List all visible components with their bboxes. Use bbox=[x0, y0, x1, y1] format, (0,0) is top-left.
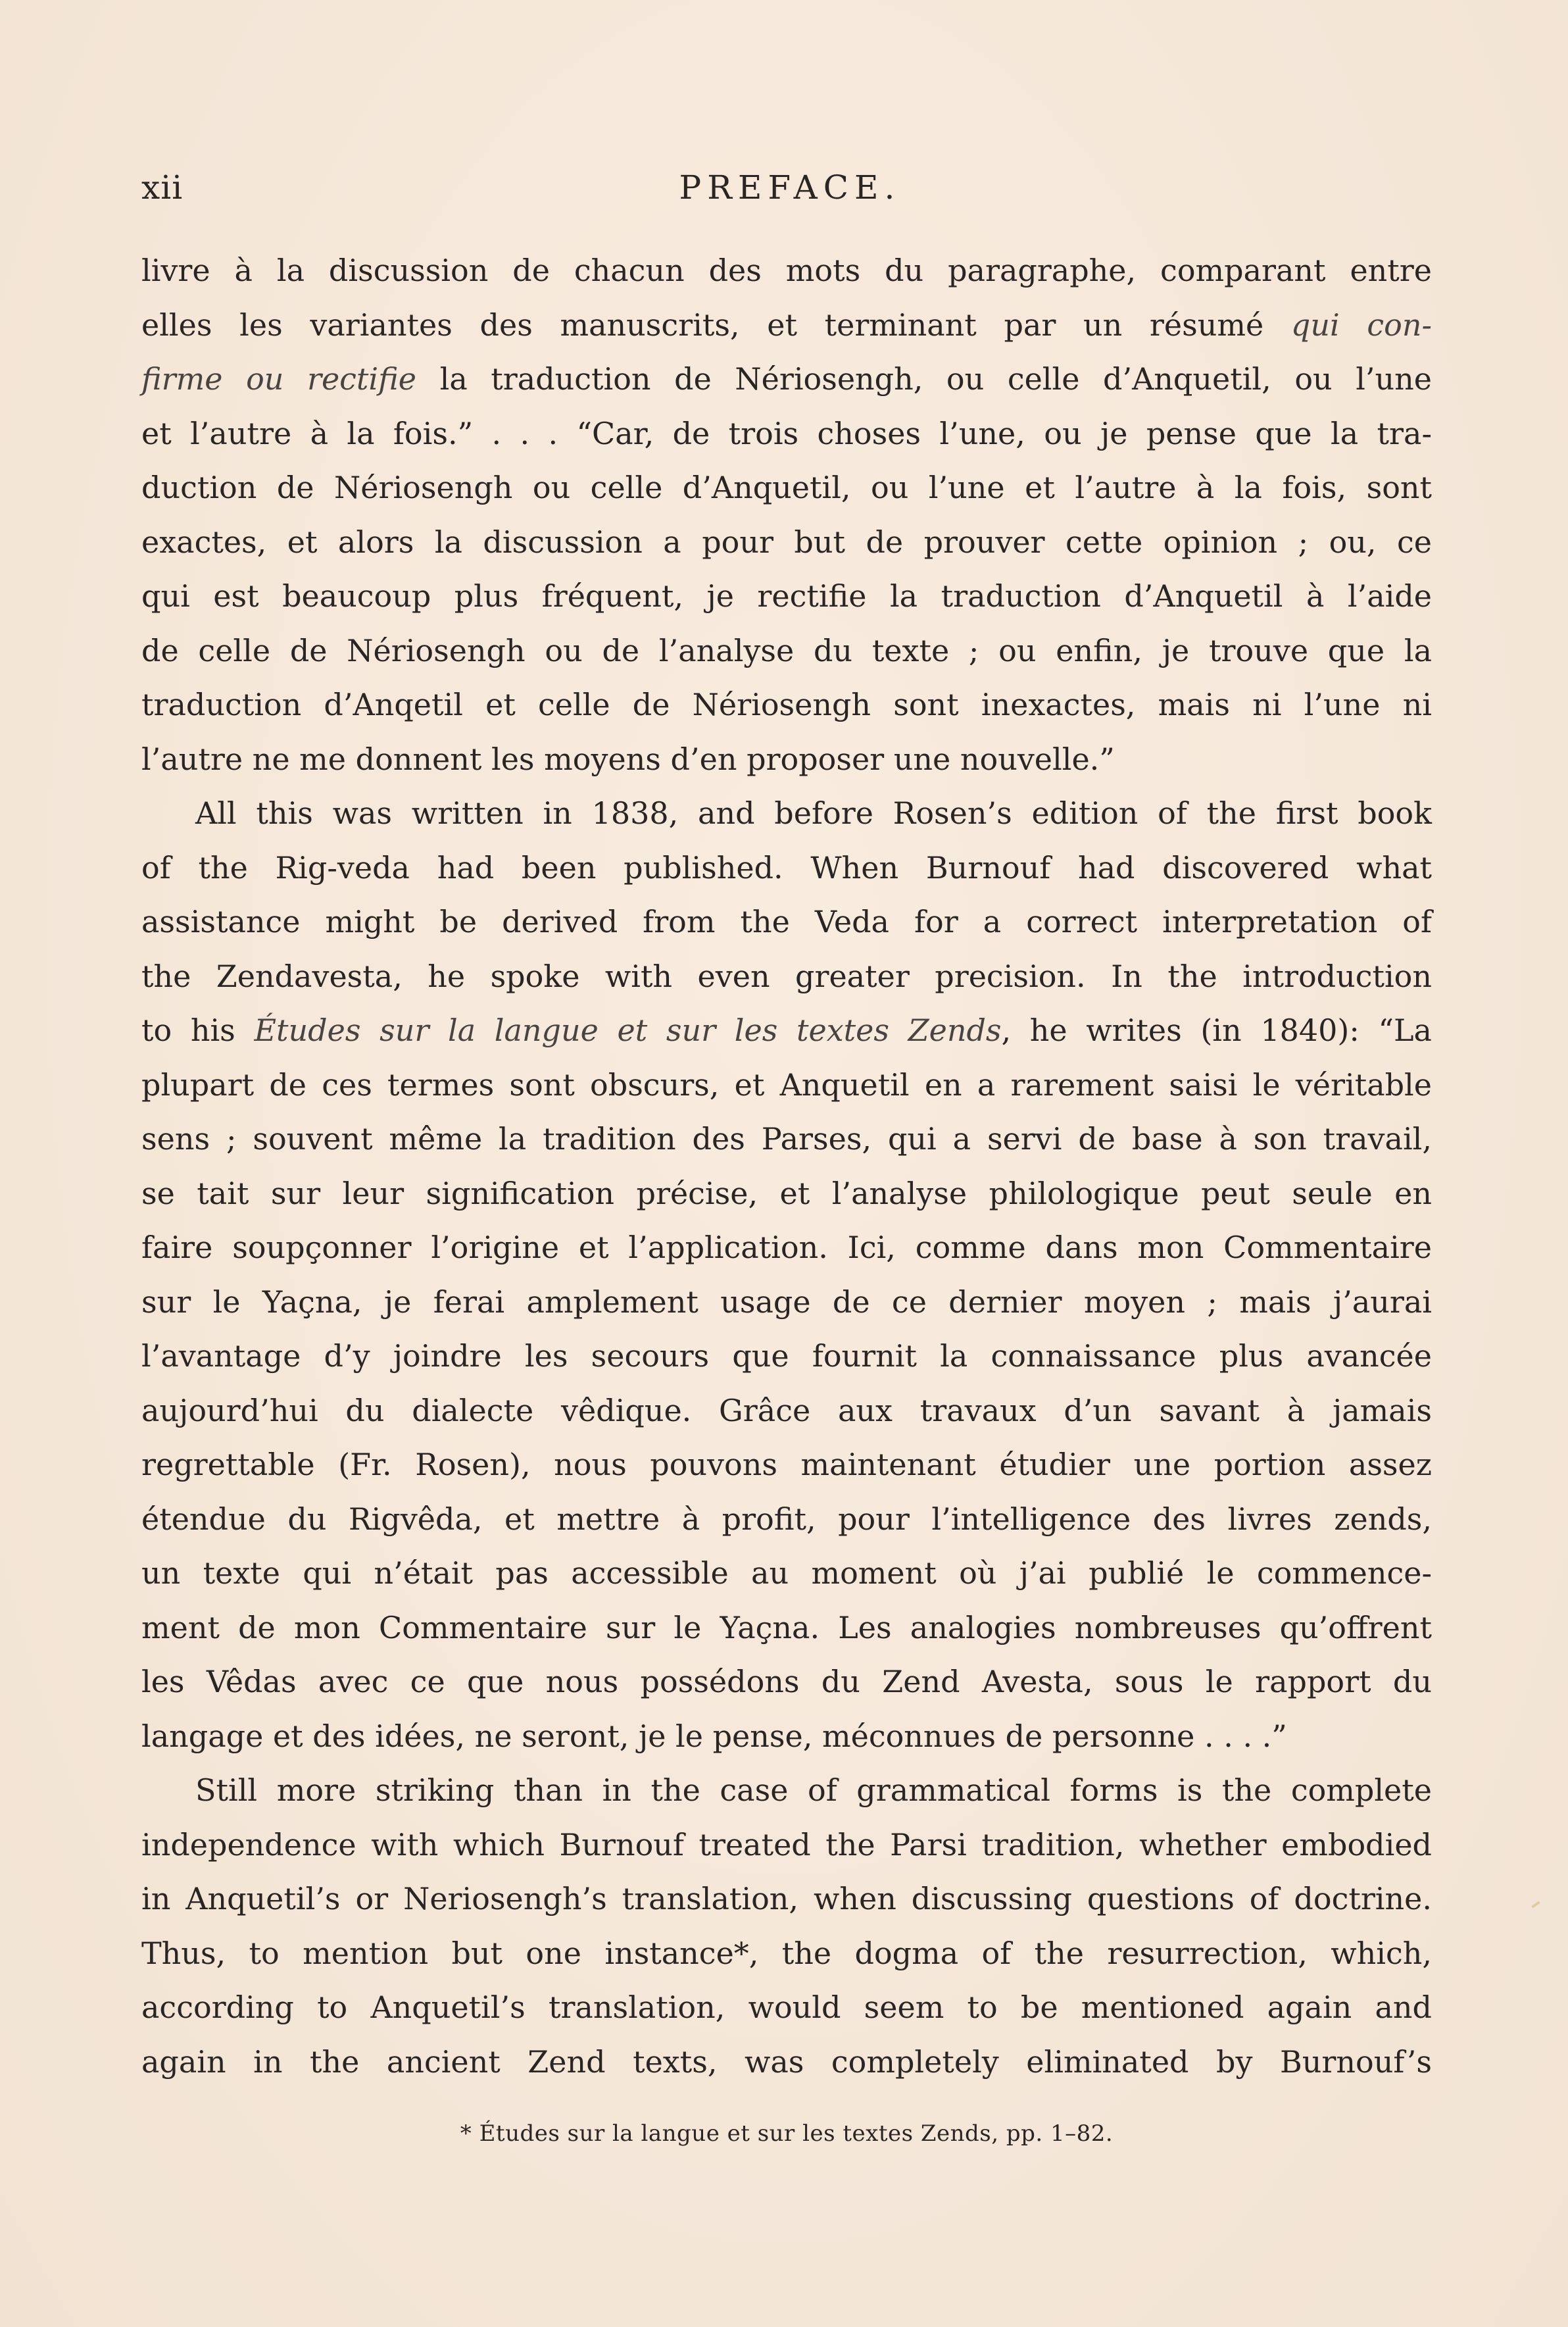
text-line-content bbox=[141, 1709, 1432, 1764]
text-line bbox=[141, 1872, 1432, 1926]
text-line-content bbox=[141, 461, 1432, 515]
book-page bbox=[141, 0, 1432, 2327]
text-span: ment de mon Commentaire sur le Yaçna. Les analogies nombreuses qu’offrent bbox=[141, 1609, 1432, 1645]
text-span: in Anquetil’s or Neriosengh’s translation, when discussing questions of doctrine. bbox=[141, 1881, 1432, 1916]
text-line bbox=[141, 1220, 1432, 1275]
running-head bbox=[141, 164, 1432, 211]
text-line bbox=[141, 1166, 1432, 1221]
text-span: assistance might be derived from the Veda for a correct interpretation of bbox=[141, 904, 1432, 939]
text-span: langage et des idées, ne seront, je le pense, méconnues de personne . . . .” bbox=[141, 1718, 1287, 1754]
text-line-content bbox=[141, 1546, 1432, 1601]
text-span: faire soupçonner l’origine et l’application. Ici, comme dans mon Commentaire bbox=[141, 1230, 1432, 1265]
text-line bbox=[141, 1655, 1432, 1709]
page-title: PREFACE. bbox=[679, 168, 901, 207]
text-line bbox=[141, 1058, 1432, 1113]
text-span: again in the ancient Zend texts, was completely eliminated by Burnouf’s bbox=[141, 2043, 1432, 2080]
text-line bbox=[141, 243, 1432, 298]
text-line bbox=[141, 1384, 1432, 1438]
text-span: according to Anquetil’s translation, would seem to be mentioned again and bbox=[141, 1989, 1432, 2025]
text-span: of the Rig-veda had been published. When Burnouf had discovered what bbox=[141, 849, 1432, 886]
text-line-content bbox=[141, 1058, 1432, 1113]
paper-mark bbox=[1531, 1901, 1540, 1908]
text-line bbox=[141, 1763, 1432, 1818]
text-line-content bbox=[141, 1926, 1432, 1981]
text-line-content bbox=[141, 1166, 1432, 1221]
text-line-content bbox=[141, 1601, 1432, 1655]
text-span: sur le Yaçna, je ferai amplement usage de ce dernier moyen ; mais j’aurai bbox=[141, 1284, 1432, 1320]
text-span: Still more striking than in the case of grammatical forms is the complete bbox=[195, 1772, 1432, 1808]
text-span: sens ; souvent même la tradition des Parses, qui a servi de base à son travail, bbox=[141, 1121, 1432, 1157]
text-line bbox=[141, 678, 1432, 732]
text-line-content bbox=[141, 1275, 1432, 1330]
text-span: de celle de Nériosengh ou de l’analyse du texte ; ou enfin, je trouve que la bbox=[141, 632, 1432, 668]
text-line bbox=[141, 732, 1432, 787]
text-line bbox=[141, 461, 1432, 515]
text-line-content bbox=[141, 243, 1432, 298]
text-line bbox=[141, 624, 1432, 678]
text-span: to his bbox=[141, 1013, 255, 1048]
text-line bbox=[141, 1003, 1432, 1058]
italic-text: firme ou rectifie bbox=[141, 361, 417, 397]
text-span: l’avantage d’y joindre les secours que fournit la connaissance plus avancée bbox=[141, 1338, 1432, 1374]
text-line-content bbox=[141, 1329, 1432, 1384]
text-line-content bbox=[195, 1763, 1432, 1818]
text-span: la traduction de Nériosengh, ou celle d’Anquetil, ou l’une bbox=[416, 361, 1433, 397]
body-text bbox=[141, 243, 1432, 2089]
text-line bbox=[141, 895, 1432, 949]
text-span: aujourd’hui du dialecte vêdique. Grâce aux travaux d’un savant à jamais bbox=[141, 1392, 1432, 1428]
text-line-content bbox=[141, 352, 1432, 407]
text-line-content bbox=[141, 569, 1432, 624]
text-line bbox=[141, 786, 1432, 841]
text-line-content bbox=[141, 1384, 1432, 1438]
text-span: duction de Nériosengh ou celle d’Anquetil, ou l’une et l’autre à la fois, sont bbox=[141, 470, 1432, 505]
text-span: Thus, to mention but one instance*, the dogma of the resurrection, which, bbox=[141, 1935, 1432, 1971]
text-line-content bbox=[141, 1220, 1432, 1275]
text-span: regrettable (Fr. Rosen), nous pouvons maintenant étudier une portion assez bbox=[141, 1447, 1432, 1482]
text-line-content bbox=[141, 1980, 1432, 2035]
text-line bbox=[141, 407, 1432, 461]
footnote: * Études sur la langue et sur les textes Zends, pp. 1–82. bbox=[460, 2120, 1114, 2147]
text-span: plupart de ces termes sont obscurs, et Anquetil en a rarement saisi le véritable bbox=[141, 1066, 1432, 1103]
text-span: the Zendavesta, he spoke with even greater precision. In the introduction bbox=[141, 958, 1432, 994]
text-span: un texte qui n’était pas accessible au moment où j’ai publié le commence- bbox=[141, 1555, 1432, 1591]
text-line bbox=[141, 1546, 1432, 1601]
text-line-content bbox=[141, 2035, 1432, 2089]
text-line-content bbox=[141, 678, 1432, 732]
text-line bbox=[141, 1275, 1432, 1330]
text-line bbox=[141, 1601, 1432, 1655]
text-span: elles les variantes des manuscrits, et terminant par un résumé bbox=[141, 307, 1291, 343]
text-line-content bbox=[141, 895, 1432, 949]
text-line-content bbox=[141, 515, 1432, 570]
italic-text: Études sur la langue et sur les textes Zends bbox=[254, 1013, 1002, 1048]
text-line bbox=[141, 1818, 1432, 1872]
text-line-content bbox=[141, 949, 1432, 1004]
page-number: xii bbox=[141, 168, 184, 207]
text-span: exactes, et alors la discussion a pour but de prouver cette opinion ; ou, ce bbox=[141, 524, 1432, 560]
text-span: les Vêdas avec ce que nous possédons du Zend Avesta, sous le rapport du bbox=[141, 1664, 1432, 1699]
text-line-content bbox=[141, 841, 1432, 895]
text-span: l’autre ne me donnent les moyens d’en proposer une nouvelle.” bbox=[141, 741, 1115, 777]
text-span: et l’autre à la fois.” . . . “Car, de trois choses l’une, ou je pense que la tra- bbox=[141, 415, 1432, 451]
text-span: se tait sur leur signification précise, et l’analyse philologique peut seule en bbox=[141, 1175, 1432, 1211]
text-line-content bbox=[141, 1003, 1432, 1058]
text-line bbox=[141, 298, 1432, 353]
text-span: , he writes (in 1840): “La bbox=[1001, 1013, 1432, 1048]
text-span: étendue du Rigvêda, et mettre à profit, pour l’intelligence des livres zends, bbox=[141, 1501, 1432, 1537]
text-line-content bbox=[141, 1655, 1432, 1709]
text-line-content bbox=[141, 1438, 1432, 1492]
text-line bbox=[141, 841, 1432, 895]
text-line bbox=[141, 1438, 1432, 1492]
text-line-content bbox=[141, 298, 1432, 353]
text-line bbox=[141, 1980, 1432, 2035]
text-span: livre à la discussion de chacun des mots du paragraphe, comparant entre bbox=[141, 253, 1432, 288]
text-line-content bbox=[141, 624, 1432, 678]
text-line bbox=[141, 949, 1432, 1004]
text-line bbox=[141, 569, 1432, 624]
text-line bbox=[141, 2035, 1432, 2089]
text-line bbox=[141, 1709, 1432, 1764]
text-line bbox=[141, 515, 1432, 570]
text-line-content bbox=[141, 407, 1432, 461]
text-line-content bbox=[141, 1818, 1432, 1872]
text-line-content bbox=[141, 1492, 1432, 1547]
text-span: qui est beaucoup plus fréquent, je rectifie la traduction d’Anquetil à l’aide bbox=[141, 578, 1432, 614]
text-line-content bbox=[141, 1112, 1432, 1166]
text-line bbox=[141, 1329, 1432, 1384]
text-line bbox=[141, 1112, 1432, 1166]
text-line bbox=[141, 1492, 1432, 1547]
text-span: traduction d’Anqetil et celle de Nériosengh sont inexactes, mais ni l’une ni bbox=[141, 687, 1432, 722]
text-line bbox=[141, 352, 1432, 407]
text-line-content bbox=[195, 786, 1432, 841]
italic-text: qui con- bbox=[1290, 307, 1432, 343]
text-line bbox=[141, 1926, 1432, 1981]
text-span: independence with which Burnouf treated the Parsi tradition, whether embodied bbox=[141, 1826, 1432, 1863]
text-line-content bbox=[141, 1872, 1432, 1926]
text-line-content bbox=[141, 732, 1432, 787]
text-span: All this was written in 1838, and before Rosen’s edition of the first book bbox=[195, 795, 1432, 831]
